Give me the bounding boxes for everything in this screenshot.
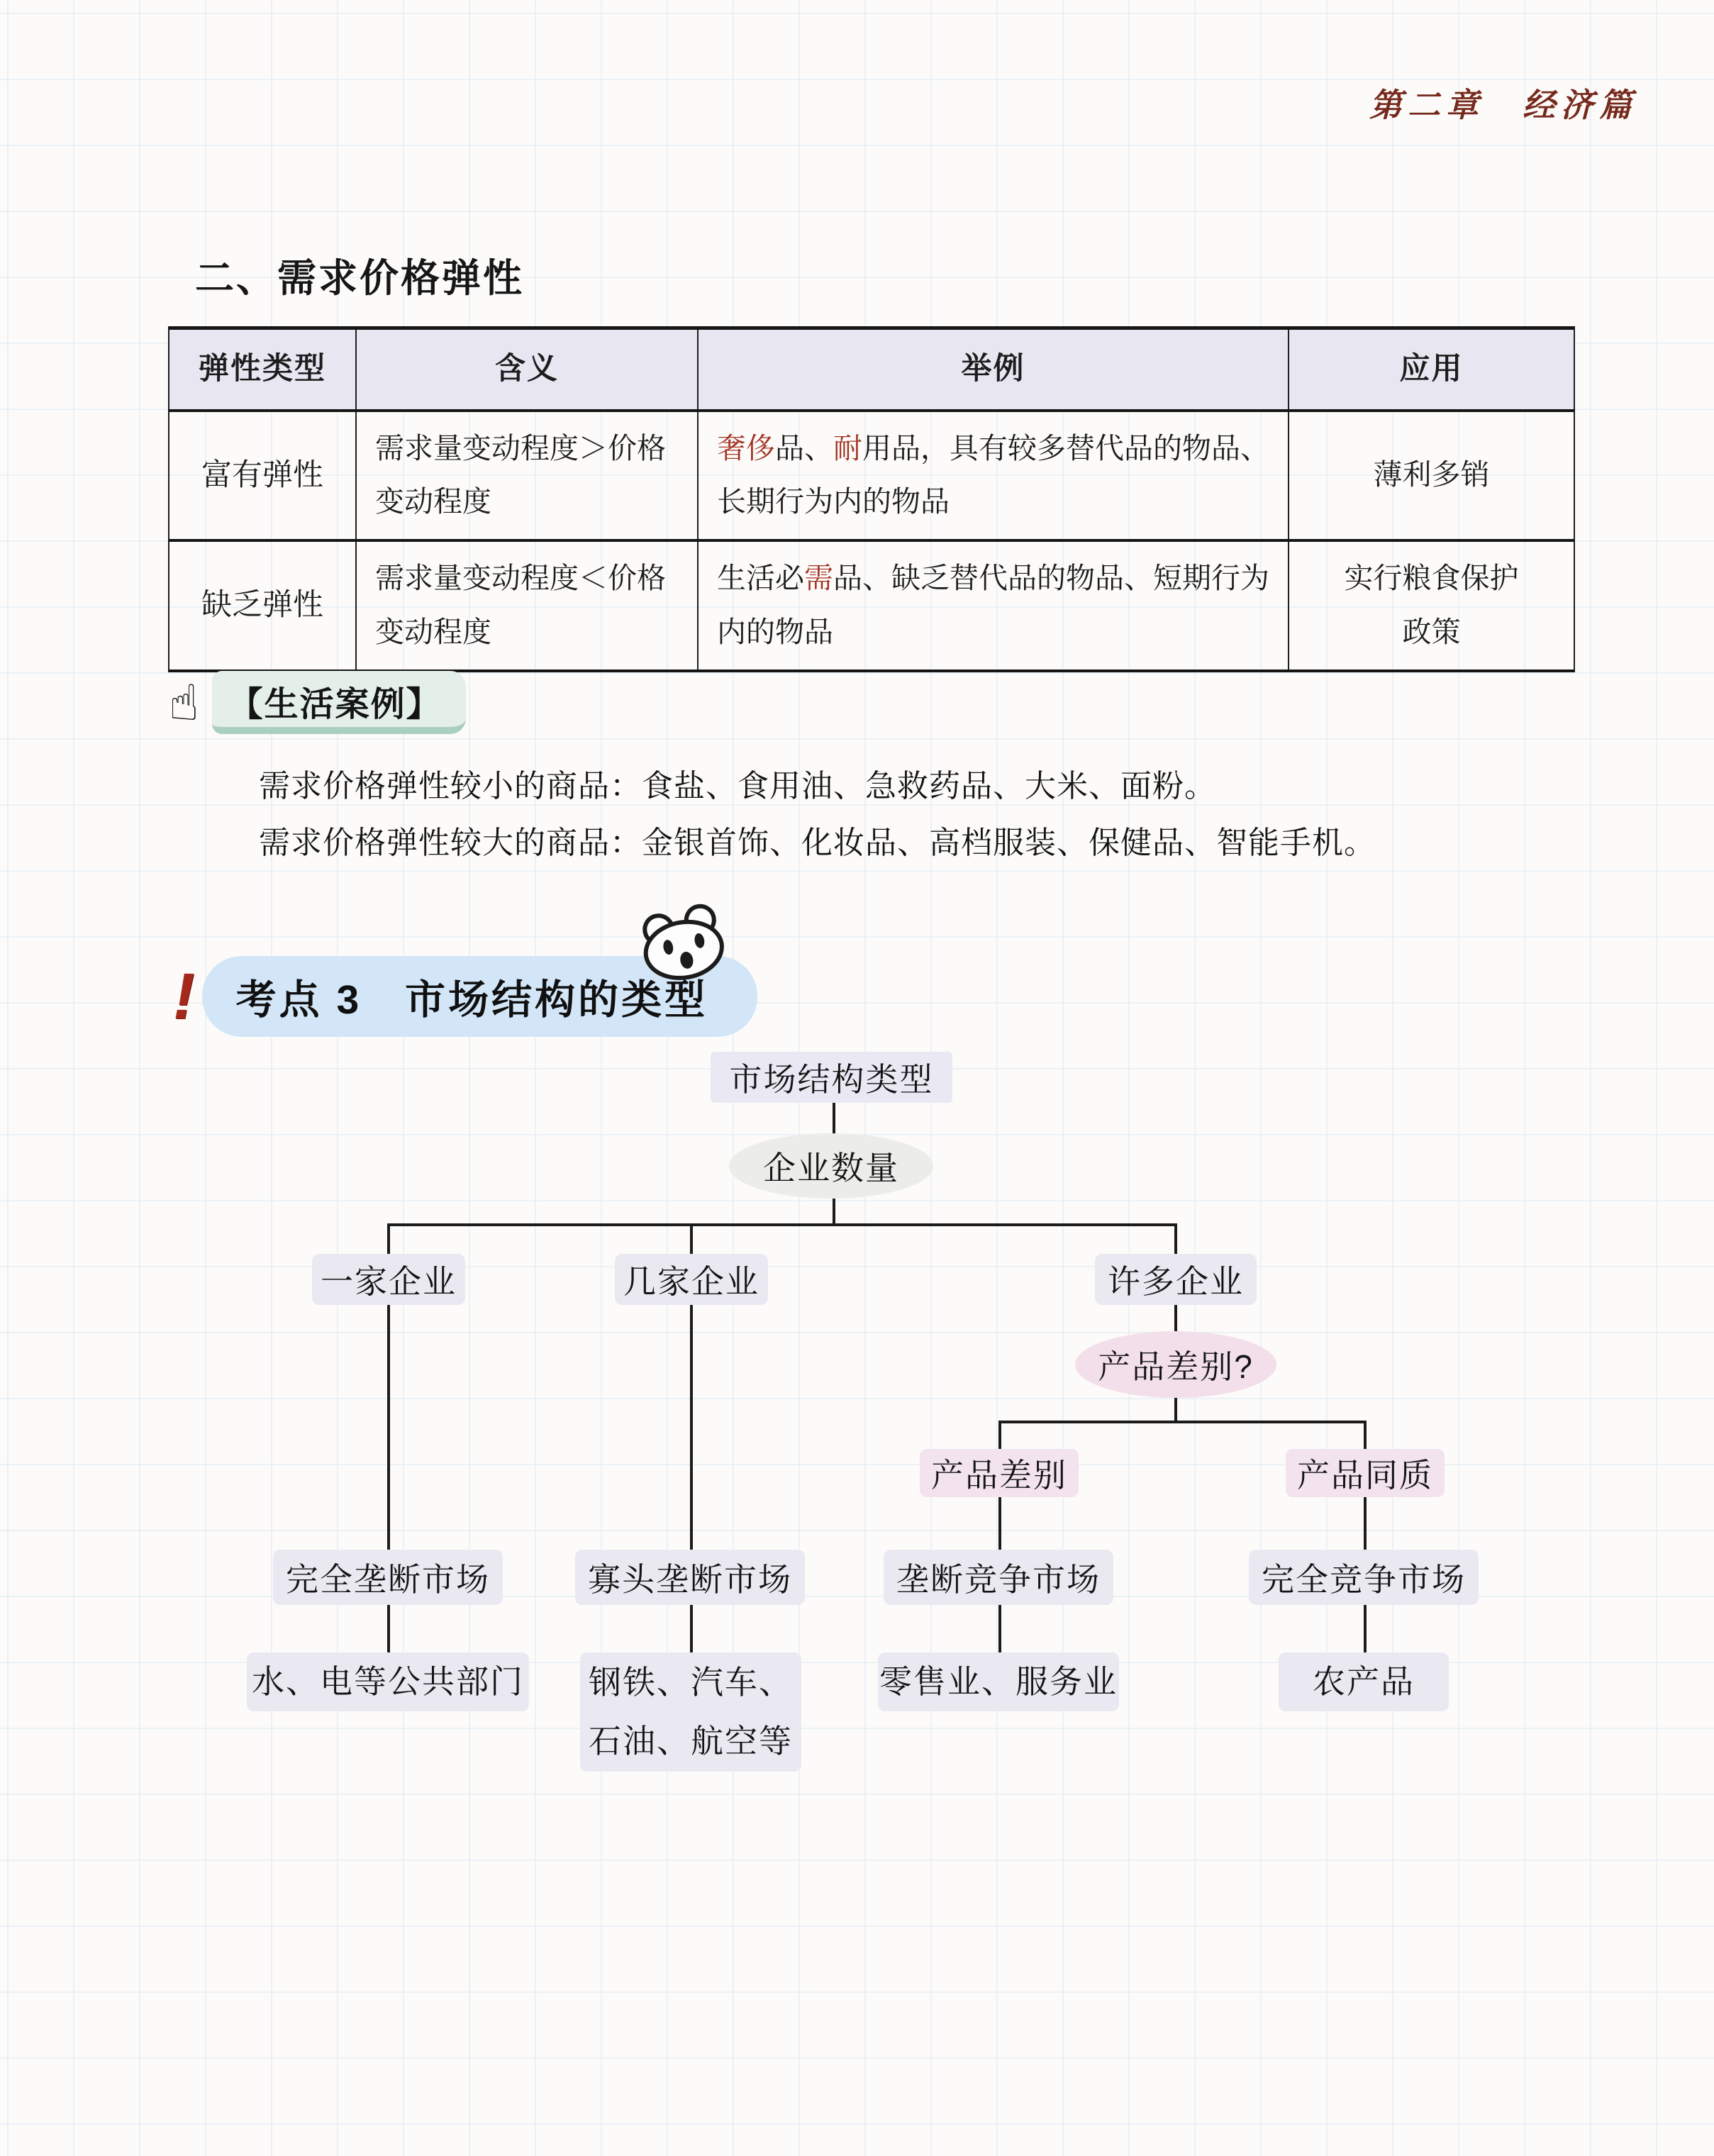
- elasticity-table: [168, 326, 1575, 672]
- connector-line: [998, 1605, 1001, 1652]
- connector-line: [387, 1223, 1177, 1226]
- flowchart-market-pure-monopoly: 完全垄断市场: [273, 1550, 503, 1605]
- connector-line: [1174, 1223, 1177, 1254]
- flowchart-criterion-node: 企业数量: [729, 1133, 933, 1199]
- table-header-row: [169, 328, 1574, 411]
- cell-type: 缺乏弹性: [169, 540, 356, 671]
- connector-line: [1364, 1605, 1367, 1652]
- flowchart-market-perfect-competition: 完全竞争市场: [1249, 1550, 1479, 1605]
- cell-type: 富有弹性: [169, 411, 356, 541]
- cell-example: 奢侈品、耐用品，具有较多替代品的物品、长期行为内的物品: [698, 411, 1289, 541]
- flowchart-example-steel-auto-oil-airline: 钢铁、汽车、 石油、航空等: [580, 1652, 801, 1772]
- connector-line: [387, 1223, 390, 1254]
- connector-line: [690, 1223, 693, 1254]
- life-case-heading: [169, 671, 466, 734]
- flowchart-example-public-sector: 水、电等公共部门: [247, 1652, 529, 1711]
- connector-line: [1174, 1305, 1177, 1332]
- flowchart-example-retail-services: 零售业、服务业: [878, 1652, 1119, 1711]
- life-case-label: 【生活案例】: [212, 671, 466, 734]
- connector-line: [833, 1103, 835, 1135]
- flowchart-branch-few-firms: 几家企业: [615, 1254, 768, 1305]
- connector-line: [833, 1199, 835, 1225]
- connector-line: [998, 1421, 1001, 1449]
- flowchart-branch-many-firms: 许多企业: [1095, 1254, 1257, 1305]
- cell-meaning: 需求量变动程度＜价格变动程度: [356, 540, 698, 671]
- flowchart-example-agricultural-products: 农产品: [1279, 1652, 1449, 1711]
- connector-line: [690, 1605, 693, 1652]
- col-header-example: 举例: [698, 328, 1289, 411]
- cell-example: 生活必需品、缺乏替代品的物品、短期行为内的物品: [698, 540, 1289, 671]
- flowchart-branch-one-firm: 一家企业: [312, 1254, 465, 1305]
- cell-application: 薄利多销: [1289, 411, 1574, 541]
- col-header-meaning: 含义: [356, 328, 698, 411]
- flowchart-market-monopolistic-competition: 垄断竞争市场: [884, 1550, 1113, 1605]
- connector-line: [998, 1497, 1001, 1550]
- cell-meaning: 需求量变动程度＞价格变动程度: [356, 411, 698, 541]
- cell-application: 实行粮食保护 政策: [1289, 540, 1574, 671]
- table-row-elastic: [169, 411, 1574, 541]
- flowchart-question-node: 产品差别?: [1075, 1331, 1276, 1398]
- exclamation-icon: !: [173, 960, 195, 1033]
- connector-line: [1364, 1421, 1367, 1449]
- connector-line: [387, 1605, 390, 1652]
- connector-line: [998, 1421, 1367, 1423]
- pointing-hand-icon: ☝: [169, 674, 199, 730]
- section-title: 二、需求价格弹性: [195, 256, 525, 300]
- flowchart-market-oligopoly: 寡头垄断市场: [575, 1550, 805, 1605]
- life-case-line-small-elasticity: 需求价格弹性较小的商品：食盐、食用油、急救药品、大米、面粉。: [259, 769, 1216, 804]
- table-row-inelastic: [169, 540, 1574, 671]
- flowchart-root-node: 市场结构类型: [711, 1052, 952, 1103]
- exam-point-title: 考点 3 市场结构的类型: [202, 956, 758, 1037]
- connector-line: [690, 1305, 693, 1550]
- col-header-elasticity-type: 弹性类型: [169, 328, 356, 411]
- life-case-line-large-elasticity: 需求价格弹性较大的商品：金银首饰、化妆品、高档服装、保健品、智能手机。: [259, 826, 1376, 860]
- connector-line: [1364, 1497, 1367, 1550]
- chapter-header: 第二章 经济篇: [1369, 87, 1637, 123]
- doodle-animal-face-icon: [623, 894, 743, 996]
- flowchart-product-homogeneous-node: 产品同质: [1286, 1449, 1445, 1497]
- connector-line: [387, 1305, 390, 1550]
- connector-line: [1174, 1398, 1177, 1421]
- col-header-application: 应用: [1289, 328, 1574, 411]
- flowchart-product-difference-node: 产品差别: [920, 1449, 1079, 1497]
